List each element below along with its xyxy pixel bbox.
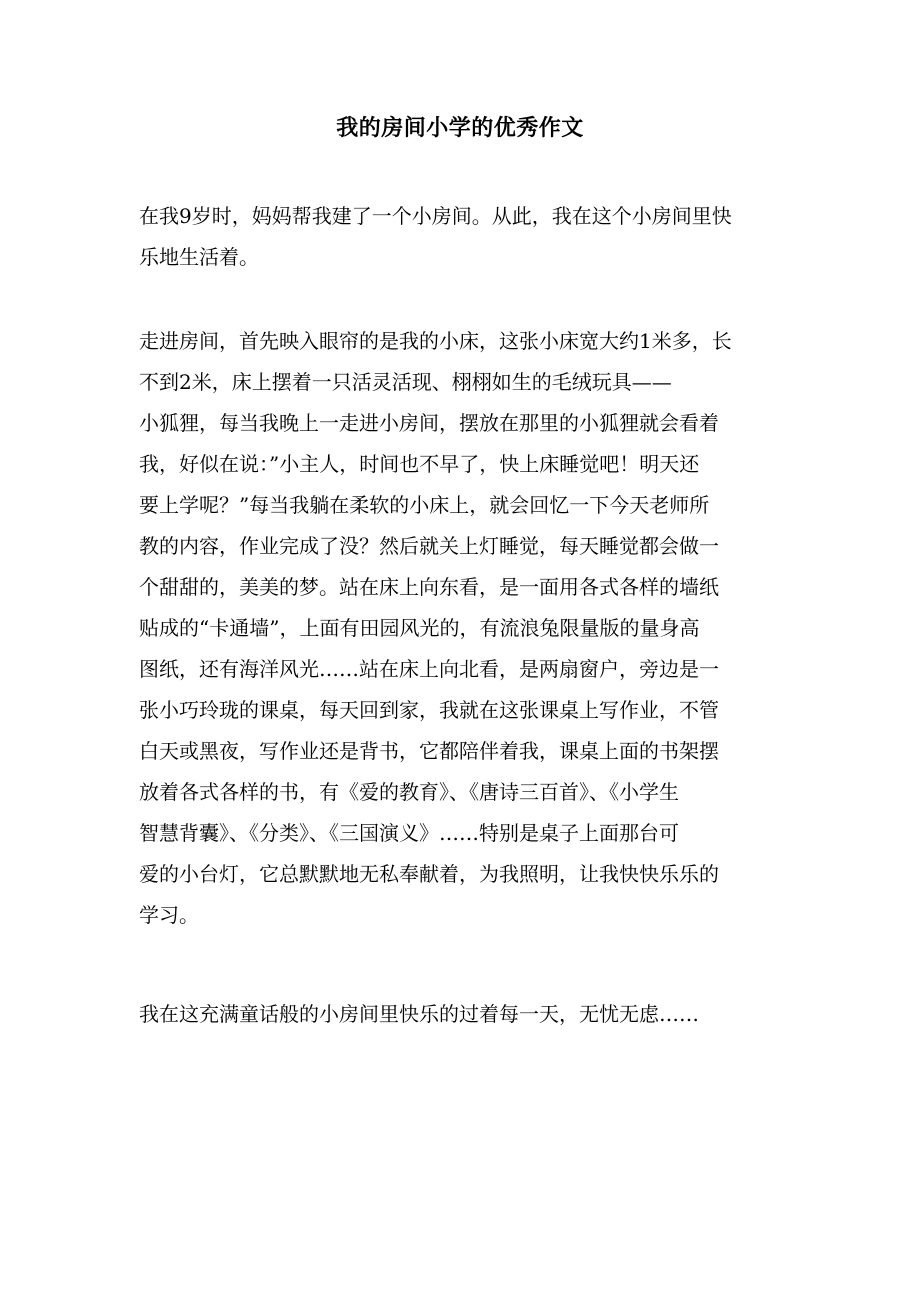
document-title: 我的房间小学的优秀作文 — [336, 115, 584, 141]
paragraph-line: 贴成的“卡通墙”，上面有田园风光的，有流浪兔限量版的量身高 — [139, 616, 700, 640]
paragraph-line: 放着各式各样的书，有《爱的教育》、《唐诗三百首》、《小学生 — [139, 780, 679, 804]
paragraph-line: 图纸，还有海洋风光……站在床上向北看，是两扇窗户，旁边是一 — [139, 657, 719, 681]
paragraph-line: 白天或黑夜，写作业还是背书，它都陪伴着我，课桌上面的书架摆 — [139, 739, 719, 763]
paragraph-3 — [139, 994, 781, 1035]
paragraph-line: 我在这充满童话般的小房间里快乐的过着每一天，无忧无虑…… — [139, 1002, 699, 1026]
paragraph-1 — [139, 196, 781, 278]
paragraph-line: 不到2米，床上摆着一只活灵活现、栩栩如生的毛绒玩具—— — [139, 370, 672, 394]
paragraph-line: 张小巧玲珑的课桌，每天回到家，我就在这张课桌上写作业，不管 — [139, 698, 719, 722]
paragraph-line: 要上学呢？”每当我躺在柔软的小床上，就会回忆一下今天老师所 — [139, 493, 710, 517]
paragraph-line: 我，好似在说：”小主人，时间也不早了，快上床睡觉吧！明天还 — [139, 452, 700, 476]
paragraph-line: 乐地生活着。 — [139, 245, 259, 269]
paragraph-2 — [139, 321, 781, 936]
paragraph-line: 爱的小台灯，它总默默地无私奉献着，为我照明，让我快快乐乐的 — [139, 862, 719, 886]
paragraph-line: 教的内容，作业完成了没？然后就关上灯睡觉，每天睡觉都会做一 — [139, 534, 719, 558]
paragraph-line: 走进房间，首先映入眼帘的是我的小床，这张小床宽大约1米多，长 — [139, 329, 732, 353]
paragraph-line: 智慧背囊》、《分类》、《三国演义》……特别是桌子上面那台可 — [139, 821, 679, 845]
paragraph-line: 个甜甜的，美美的梦。站在床上向东看，是一面用各式各样的墙纸 — [139, 575, 719, 599]
paragraph-line: 学习。 — [139, 903, 199, 927]
paragraph-line: 小狐狸，每当我晚上一走进小房间，摆放在那里的小狐狸就会看着 — [139, 411, 719, 435]
paragraph-line: 在我9岁时，妈妈帮我建了一个小房间。从此，我在这个小房间里快 — [139, 204, 732, 228]
